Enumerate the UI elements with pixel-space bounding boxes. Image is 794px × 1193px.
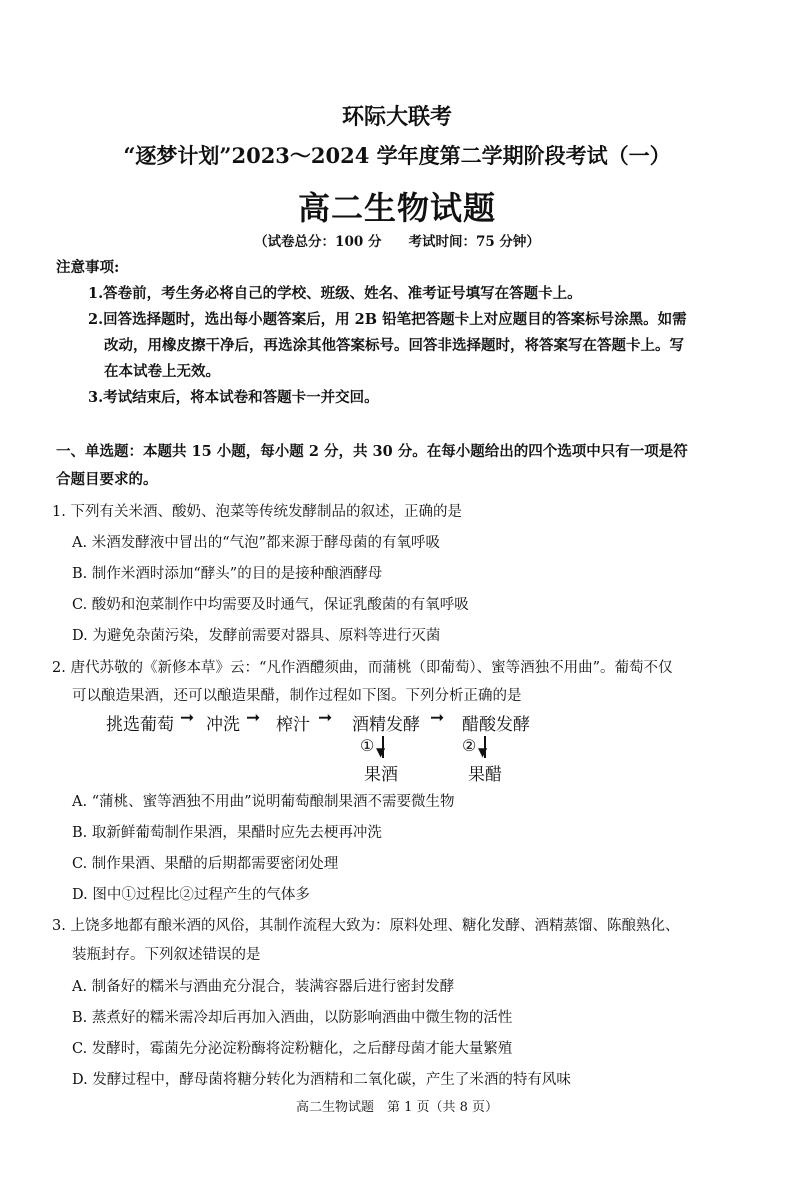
note-item-1: 1.答卷前，考生务必将自己的学校、班级、姓名、准考证号填写在答题卡上。 xyxy=(88,285,582,302)
flow-step-select: 挑选葡萄 xyxy=(106,715,174,735)
q2-stem: 2. 唐代苏敬的《新修本草》云：“凡作酒醴须曲，而蒲桃（即葡萄）、蜜等酒独不用曲”。葡萄不仅 xyxy=(52,660,673,676)
q3-stem: 3. 上饶多地都有酿米酒的风俗，其制作流程大致为：原料处理、糖化发酵、酒精蒸馏、陈酿熟化、 xyxy=(52,918,680,934)
arrow-right-icon: ➞ xyxy=(318,708,333,728)
notes-title: 注意事项: xyxy=(56,259,120,276)
note-item-2-cont2: 在本试卷上无效。 xyxy=(104,363,220,380)
note-item-2: 2.回答选择题时，选出每小题答案后，用 2B 铅笔把答题卡上对应题目的答案标号涂黑。如需 xyxy=(88,311,687,328)
q3-option-c: C. 发酵时，霉菌先分泌淀粉酶将淀粉糖化，之后酵母菌才能大量繁殖 xyxy=(72,1041,513,1057)
arrow-down-icon: ▼ xyxy=(376,745,386,759)
q2-option-b: B. 取新鲜葡萄制作果酒，果醋时应先去梗再冲洗 xyxy=(72,825,382,841)
q3-option-d: D. 发酵过程中，酵母菌将糖分转化为酒精和二氧化碳，产生了米酒的特有风味 xyxy=(72,1072,571,1088)
exam-title: “逐梦计划”2023～2024 学年度第二学期阶段考试（一） xyxy=(123,143,671,168)
q1-option-d: D. 为避免杂菌污染，发酵前需要对器具、原料等进行灭菌 xyxy=(72,628,441,644)
flow-step-juice: 榨汁 xyxy=(276,715,310,735)
q3-option-b: B. 蒸煮好的糯米需冷却后再加入酒曲，以防影响酒曲中微生物的活性 xyxy=(72,1010,513,1026)
flow-step-wash: 冲洗 xyxy=(206,715,240,735)
flow-marker-2: ② xyxy=(462,736,477,755)
flow-marker-1: ① xyxy=(360,736,375,755)
q2-stem-cont: 可以酿造果酒，还可以酿造果醋，制作过程如下图。下列分析正确的是 xyxy=(72,688,522,704)
q1-option-c: C. 酸奶和泡菜制作中均需要及时通气，保证乳酸菌的有氧呼吸 xyxy=(72,597,469,613)
flow-step-alcohol: 酒精发酵 xyxy=(352,715,420,735)
arrow-down-icon: ▼ xyxy=(478,745,488,759)
exam-org: 环际大联考 xyxy=(341,104,452,130)
q2-option-c: C. 制作果酒、果醋的后期都需要密闭处理 xyxy=(72,856,339,872)
arrow-right-icon: ➞ xyxy=(246,708,261,728)
exam-meta: （试卷总分：100 分 考试时间：75 分钟） xyxy=(254,234,540,250)
q1-stem: 1. 下列有关米酒、酸奶、泡菜等传统发酵制品的叙述，正确的是 xyxy=(52,504,462,520)
q1-option-a: A. 米酒发酵液中冒出的“气泡”都来源于酵母菌的有氧呼吸 xyxy=(72,535,441,551)
q2-option-d: D. 图中①过程比②过程产生的气体多 xyxy=(72,887,310,903)
q3-option-a: A. 制备好的糯米与酒曲充分混合，装满容器后进行密封发酵 xyxy=(72,979,455,995)
note-item-3: 3.考试结束后，将本试卷和答题卡一并交回。 xyxy=(88,389,379,406)
flow-product-vinegar: 果醋 xyxy=(468,765,502,785)
flow-step-acetic: 醋酸发酵 xyxy=(462,715,530,735)
arrow-right-icon: ➞ xyxy=(180,708,195,728)
q1-option-b: B. 制作米酒时添加“酵头”的目的是接种酿酒酵母 xyxy=(72,566,383,582)
q2-flow-diagram xyxy=(0,708,794,788)
section-heading: 一、单选题：本题共 15 小题，每小题 2 分，共 30 分。在每小题给出的四个选项中只有一项是符 xyxy=(56,443,688,460)
q3-stem-cont: 装瓶封存。下列叙述错误的是 xyxy=(72,947,261,963)
page-footer: 高二生物试题 第 1 页（共 8 页） xyxy=(295,1100,499,1115)
q2-option-a: A. “蒲桃、蜜等酒独不用曲”说明葡萄酿制果酒不需要微生物 xyxy=(72,794,455,810)
note-item-2-cont: 改动，用橡皮擦干净后，再选涂其他答案标号。回答非选择题时，将答案写在答题卡上。写 xyxy=(104,337,684,354)
subject-title: 高二生物试题 xyxy=(297,189,496,227)
section-heading-cont: 合题目要求的。 xyxy=(56,471,158,488)
arrow-right-icon: ➞ xyxy=(430,708,445,728)
flow-product-wine: 果酒 xyxy=(364,765,398,785)
